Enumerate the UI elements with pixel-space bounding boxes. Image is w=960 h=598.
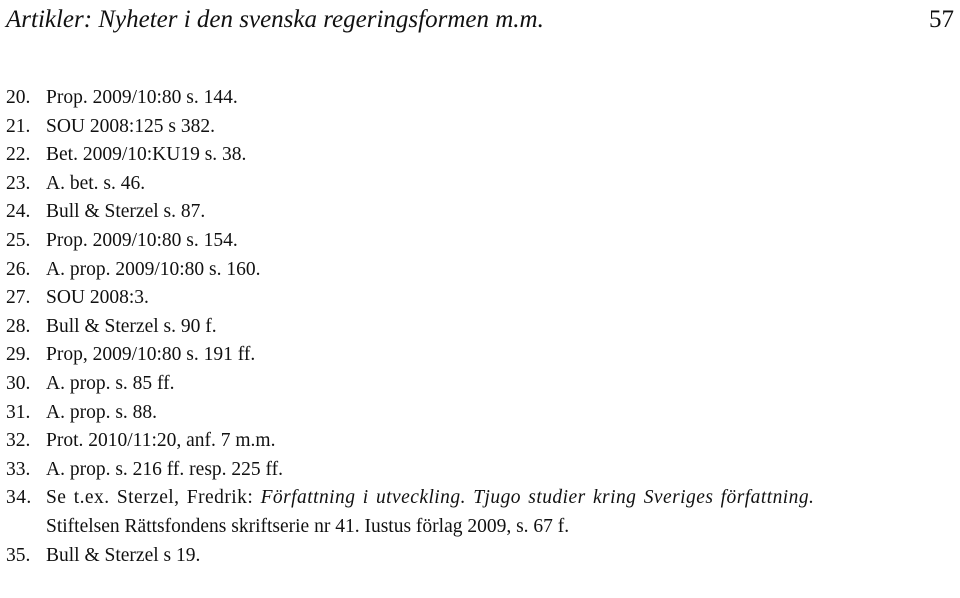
footnote-text: A. bet. s. 46. — [46, 172, 146, 194]
footnote-25 — [6, 227, 956, 256]
footnote-text: A. prop. s. 216 ff. resp. 225 ff. — [46, 458, 284, 480]
footnote-number: 29. — [6, 344, 31, 366]
footnote-text: Prop. 2009/10:80 s. 144. — [46, 87, 238, 108]
footnote-number: 31. — [6, 401, 31, 423]
footnote-text: Prop. 2009/10:80 s. 154. — [46, 229, 238, 251]
footnote-number: 26. — [6, 258, 31, 280]
footnote-31 — [6, 399, 956, 428]
footnote-35 — [6, 542, 956, 571]
page-header — [6, 2, 954, 38]
footnote-27 — [6, 284, 956, 313]
footnote-text: Bull & Sterzel s. 87. — [46, 201, 206, 223]
footnote-text: Bull & Sterzel s. 90 f. — [46, 315, 217, 337]
footnote-32 — [6, 427, 956, 456]
footnote-24 — [6, 198, 956, 227]
footnote-text: SOU 2008:125 s 382. — [46, 115, 216, 137]
footnote-number: 28. — [6, 315, 31, 337]
footnote-prefix: Se t.ex. Sterzel, Fredrik: — [46, 487, 261, 509]
footnote-text: A. prop. 2009/10:80 s. 160. — [46, 258, 261, 280]
footnote-first-line — [6, 484, 956, 513]
footnote-21 — [6, 113, 956, 142]
footnote-33 — [6, 456, 956, 485]
footnote-number: 24. — [6, 201, 31, 223]
footnote-22 — [6, 141, 956, 170]
footnote-text: Prop, 2009/10:80 s. 191 ff. — [46, 344, 256, 366]
footnote-number: 27. — [6, 287, 31, 309]
footnote-number: 34. — [6, 487, 32, 509]
footnote-number: 25. — [6, 229, 31, 251]
footnote-list — [6, 84, 956, 570]
running-title: Artikler: Nyheter i den svenska regeringsformen m.m. — [6, 6, 544, 33]
footnote-text: A. prop. s. 88. — [46, 401, 158, 423]
footnote-number: 20. — [6, 87, 31, 108]
footnote-number: 23. — [6, 172, 31, 194]
footnote-26 — [6, 256, 956, 285]
footnote-number: 35. — [6, 544, 31, 566]
footnote-number: 32. — [6, 430, 31, 452]
footnote-continuation: Stiftelsen Rättsfondens skriftserie nr 41. Iustus förlag 2009, s. 67 f. — [46, 515, 570, 537]
footnote-30 — [6, 370, 956, 399]
footnote-text: Prot. 2010/11:20, anf. 7 m.m. — [46, 430, 276, 452]
footnote-cited-title: Författning i utveckling. Tjugo studier kring Sveriges författning. — [260, 487, 815, 509]
page-number: 57 — [929, 6, 954, 33]
footnote-text: SOU 2008:3. — [46, 287, 149, 309]
footnote-34 — [6, 484, 956, 541]
footnote-text: A. prop. s. 85 ff. — [46, 372, 175, 394]
footnote-text: Bull & Sterzel s 19. — [46, 544, 201, 566]
footnote-29 — [6, 341, 956, 370]
footnote-number: 33. — [6, 458, 31, 480]
footnote-text: Bet. 2009/10:KU19 s. 38. — [46, 144, 247, 166]
footnote-number: 21. — [6, 115, 31, 137]
footnote-23 — [6, 170, 956, 199]
footnote-20 — [6, 84, 956, 113]
footnote-28 — [6, 313, 956, 342]
footnote-number: 30. — [6, 372, 31, 394]
footnote-number: 22. — [6, 144, 31, 166]
